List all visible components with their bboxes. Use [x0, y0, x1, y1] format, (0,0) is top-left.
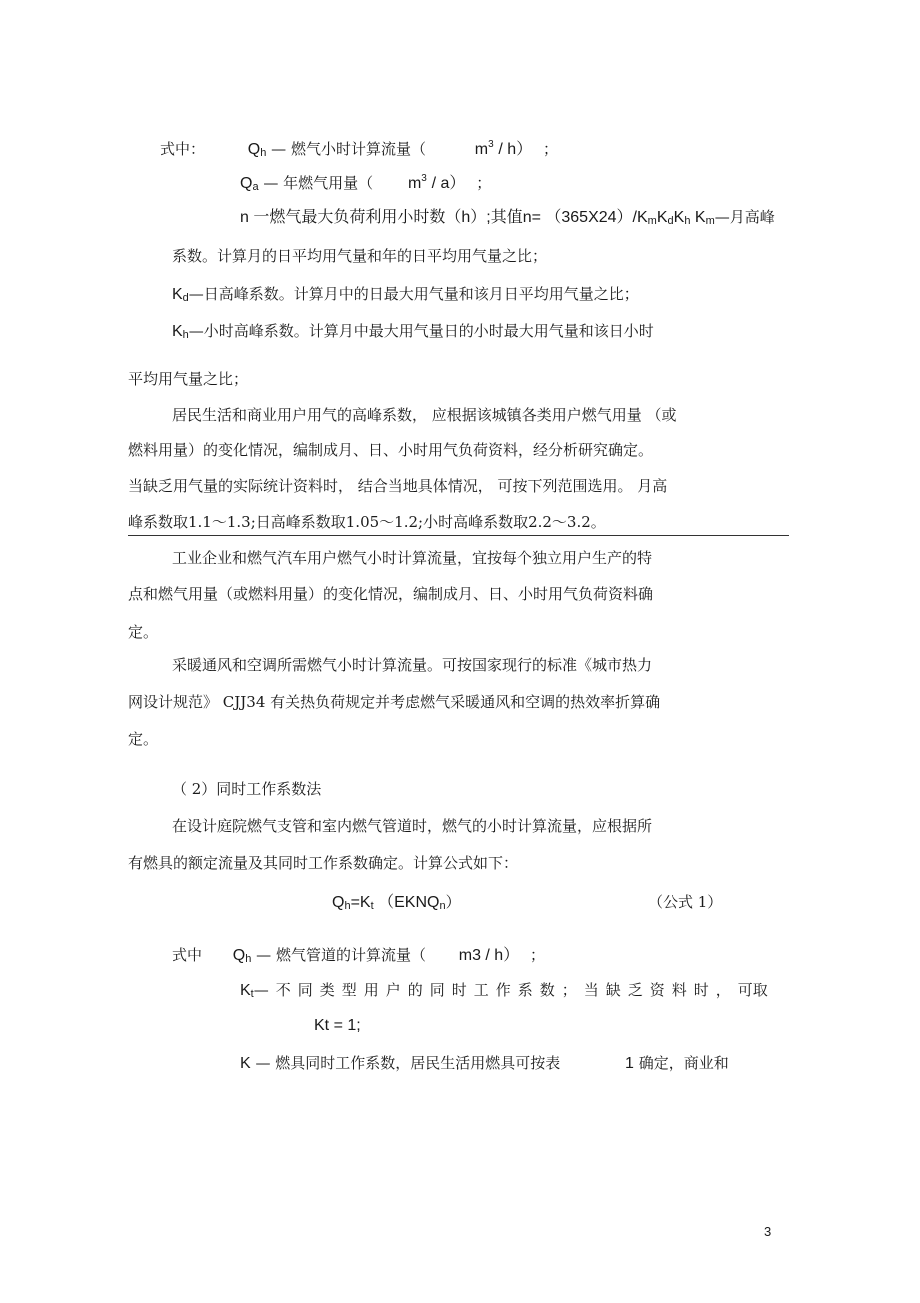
where-qh-line	[160, 135, 558, 163]
where2-qh-end: ；	[529, 946, 545, 964]
km-symbol: K	[690, 209, 706, 226]
where2-qh-symbol: Q	[232, 947, 246, 964]
where2-k-line	[240, 1053, 729, 1074]
para-hvac-line-2: 网设计规范》 CJJ34 有关热负荷规定并考虑燃气采暖通风和空调的热效率折算确	[128, 693, 661, 711]
qh-unit: m	[474, 141, 489, 158]
km-continuation: 系数。计算月的日平均用气量和年的日平均用气量之比；	[172, 247, 548, 265]
qa-end: ；	[476, 174, 492, 192]
formula-label: （公式 1）	[648, 893, 723, 911]
section-2-line-1: 在设计庭院燃气支管和室内燃气管道时，燃气的小时计算流量，应根据所	[172, 817, 653, 835]
km2-subscript: m	[705, 215, 715, 227]
kh-def-symbol: K	[172, 323, 183, 340]
kh-def-subscript: h	[182, 329, 189, 341]
k-dash: —	[255, 1054, 271, 1072]
kt-symbol: K	[240, 982, 251, 999]
kt-value: Kt = 1;	[314, 1017, 361, 1034]
k-description: 燃具同时工作系数，居民生活用燃具可按表	[275, 1054, 561, 1072]
para-industry-line-2: 点和燃气用量（或燃料用量）的变化情况，编制成月、日、小时用气负荷资料确	[128, 585, 654, 603]
qa-symbol: Q	[240, 175, 253, 192]
kh-continuation: 平均用气量之比；	[128, 370, 249, 388]
formula-rest: （EKNQ	[373, 894, 440, 911]
kd-subscript: d	[667, 215, 674, 227]
qh-unit-exponent: 3	[488, 139, 494, 150]
formula-eq: =K	[350, 894, 371, 911]
km-subscript: m	[647, 215, 657, 227]
para-hvac-line-3: 定。	[128, 730, 159, 748]
kh-symbol: K	[673, 209, 685, 226]
kt-tail: 可取	[737, 981, 768, 999]
where2-qh-unit: m3 / h）	[458, 947, 520, 964]
where-label: 式中：	[160, 140, 206, 158]
para-resident-line-4: 峰系数取1.1～1.3;日高峰系数取1.05～1.2;小时高峰系数取2.2～3.2。	[128, 513, 606, 531]
para-industry-line-1: 工业企业和燃气汽车用户燃气小时计算流量，宜按每个独立用户生产的特	[172, 549, 653, 567]
qh-symbol: Q	[247, 141, 261, 158]
qa-unit-exponent: 3	[421, 173, 427, 184]
para-industry-line-3: 定。	[128, 623, 159, 641]
k-symbol: K	[240, 1055, 251, 1072]
kd-def-subscript: d	[182, 292, 189, 304]
formula	[332, 892, 461, 916]
where2-qh-dash: —	[256, 946, 272, 964]
qh-dash: —	[271, 140, 287, 158]
para-hvac-line-1: 采暖通风和空调所需燃气小时计算流量。可按国家现行的标准《城市热力	[172, 656, 653, 674]
km-description: —月高峰	[714, 208, 775, 226]
horizontal-rule	[128, 535, 789, 536]
kd-description: —日高峰系数。计算月中的日最大用气量和该月日平均用气量之比；	[188, 285, 639, 303]
para-resident-line-2: 燃料用量）的变化情况，编制成月、日、小时用气负荷资料，经分析研究确定。	[128, 441, 654, 459]
where2-qh-subscript: h	[245, 953, 252, 965]
para-resident-line-1: 居民生活和商业用户用气的高峰系数， 应根据该城镇各类用户燃气用量 （或	[172, 406, 677, 424]
formula-k-subscript: t	[370, 900, 374, 912]
kh-subscript: h	[684, 215, 691, 227]
kd-def-symbol: K	[172, 286, 183, 303]
n-definition: n 一燃气最大负荷利用小时数（h）;其值n= （365X24）/K	[240, 209, 648, 226]
where2-qh-description: 燃气管道的计算流量（	[275, 946, 426, 964]
kt-subscript: t	[250, 988, 254, 1000]
where2-label: 式中	[172, 946, 203, 964]
qh-end: ；	[542, 140, 558, 158]
kd-symbol: K	[656, 209, 668, 226]
section-2-line-2: 有燃具的额定流量及其同时工作系数确定。计算公式如下：	[128, 854, 519, 872]
where-kd-line	[172, 284, 639, 308]
formula-q: Q	[332, 894, 345, 911]
qa-description: 年燃气用量（	[283, 174, 374, 192]
where-n-line	[240, 207, 775, 231]
k-table-number: 1	[625, 1055, 634, 1072]
formula-n-subscript: n	[439, 900, 446, 912]
where2-kt-line	[240, 980, 768, 1004]
qh-subscript: h	[260, 147, 267, 159]
qa-subscript: a	[252, 181, 259, 193]
where-kh-line	[172, 321, 654, 345]
section-2-heading: （ 2）同时工作系数法	[172, 780, 322, 798]
formula-q-subscript: h	[344, 900, 351, 912]
formula-close: ）	[445, 893, 461, 911]
qa-unit-rest: / a）	[431, 175, 466, 192]
k-tail: 确定，商业和	[638, 1054, 729, 1072]
kt-description: —不同类型用户的同时工作系数；当缺乏资料时，	[253, 981, 738, 999]
qh-description: 燃气小时计算流量（	[290, 140, 426, 158]
kh-description: —小时高峰系数。计算月中最大用气量日的小时最大用气量和该日小时	[188, 322, 654, 340]
qh-unit-rest: / h）	[498, 141, 533, 158]
where2-qh-line	[172, 945, 545, 969]
para-resident-line-3: 当缺乏用气量的实际统计资料时， 结合当地具体情况， 可按下列范围选用。 月高	[128, 477, 668, 495]
qa-unit: m	[407, 175, 422, 192]
where-qa-line	[240, 169, 491, 197]
page-number: 3	[764, 1224, 772, 1239]
qa-dash: —	[263, 174, 279, 192]
